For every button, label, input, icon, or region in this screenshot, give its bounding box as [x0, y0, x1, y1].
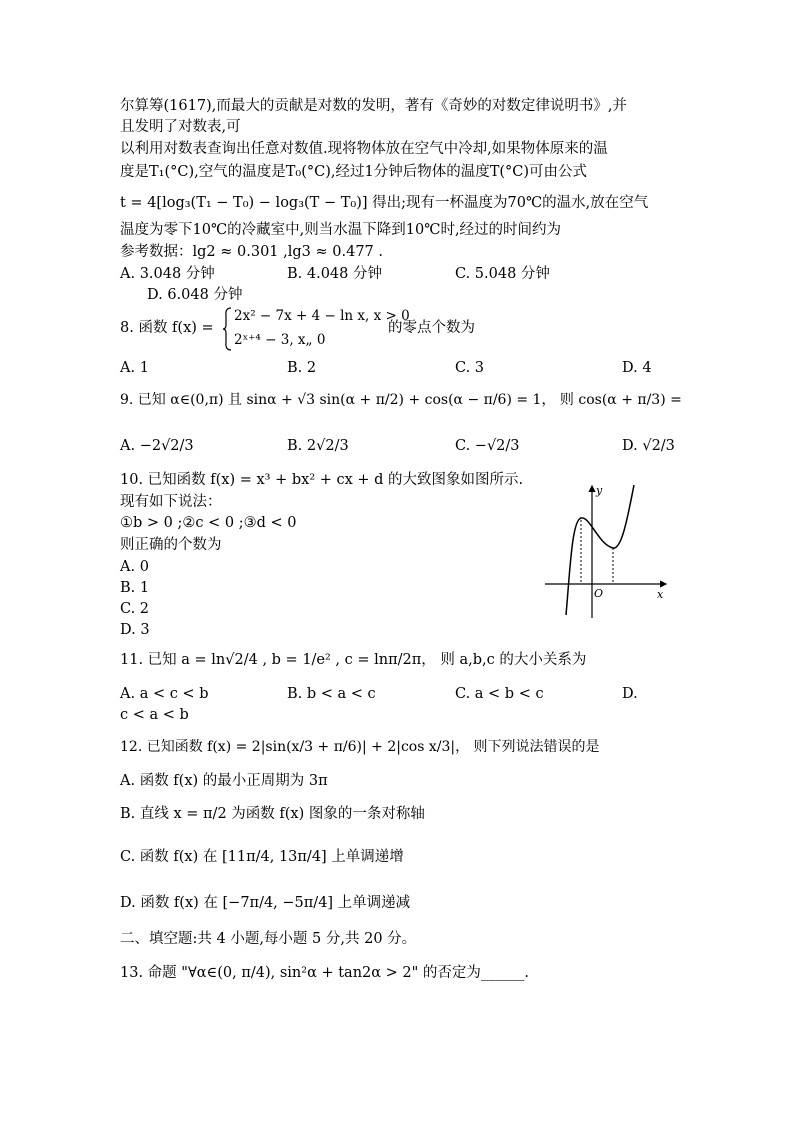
q8-stem: 8. 函数 f(x) =: [120, 320, 214, 336]
q11-stem: 11. 已知 a = ln√2/4 , b = 1/e² , c = lnπ/2π， 则 a,b,c 的大小关系为: [120, 652, 587, 668]
q12-option-d: D. 函数 f(x) 在 [−7π/4, −5π/4] 上单调递减: [120, 895, 411, 911]
x-axis-label: x: [657, 588, 664, 601]
q13-stem: 13. 命题 "∀α∈(0, π/4), sin²α + tan2α > 2" 的否定为______.: [120, 965, 530, 981]
q10-line-2: 现有如下说法：: [120, 494, 222, 510]
q10-line-4: 则正确的个数为: [120, 537, 222, 553]
intro-line-2: 且发明了对数表,可: [120, 119, 241, 135]
q11-option-c: C. a < b < c: [455, 686, 544, 702]
q10-stem: 10. 已知函数 f(x) = x³ + bx² + cx + d 的大致图象如图所示.: [120, 472, 524, 488]
option-b: B. 4.048 分钟: [287, 266, 382, 282]
q8-case-1: 2x² − 7x + 4 − ln x, x > 0: [234, 308, 410, 324]
q12-option-c: C. 函数 f(x) 在 [11π/4, 13π/4] 上单调递增: [120, 849, 404, 865]
q12-option-b: B. 直线 x = π/2 为函数 f(x) 图象的一条对称轴: [120, 806, 425, 822]
q10-function-graph: [540, 480, 670, 620]
q9-stem: 9. 已知 α∈(0,π) 且 sinα + √3 sin(α + π/2) + cos(α − π/6) = 1， 则 cos(α + π/3) =: [120, 392, 682, 408]
intro-line-4: 度是T₁(°C),空气的温度是T₀(°C),经过1分钟后物体的温度T(°C)可由公式: [120, 164, 588, 180]
intro-line-1: 尔算筹(1617),而最大的贡献是对数的发明，著有《奇妙的对数定律说明书》,并: [120, 98, 627, 114]
q10-option-c: C. 2: [120, 601, 150, 617]
q10-option-b: B. 1: [120, 580, 150, 596]
q12-option-a: A. 函数 f(x) 的最小正周期为 3π: [120, 773, 328, 789]
section-2-heading: 二、填空题:共 4 小题,每小题 5 分,共 20 分。: [120, 931, 417, 947]
reference-data: 参考数据：lg2 ≈ 0.301 ,lg3 ≈ 0.477 .: [120, 244, 383, 260]
q8-option-c: C. 3: [455, 360, 485, 376]
q10-option-d: D. 3: [120, 622, 150, 638]
q11-option-a: A. a < c < b: [120, 686, 209, 702]
intro-line-3: 以利用对数表查询出任意对数值.现将物体放在空气中冷却,如果物体原来的温: [120, 141, 608, 157]
q10-option-a: A. 0: [120, 559, 149, 575]
q9-option-a: A. −2√2/3: [120, 438, 194, 454]
q8-option-a: A. 1: [120, 360, 149, 376]
y-axis-label: y: [596, 484, 603, 497]
origin-label: O: [594, 587, 604, 600]
intro-line-6: 温度为零下10℃的冷藏室中,则当水温下降到10℃时,经过的时间约为: [120, 222, 562, 238]
q9-option-d: D. √2/3: [622, 438, 675, 454]
option-a: A. 3.048 分钟: [120, 266, 215, 282]
q11-option-d: D.: [622, 686, 638, 702]
q8-option-d: D. 4: [622, 360, 652, 376]
q11-option-d-text: c < a < b: [120, 707, 189, 723]
q8-stem-end: 的零点个数为: [388, 320, 475, 336]
q8-case-2: 2ˣ⁺⁴ − 3, x„ 0: [234, 332, 326, 348]
q9-option-c: C. −√2/3: [455, 438, 520, 454]
q8-option-b: B. 2: [287, 360, 317, 376]
option-c: C. 5.048 分钟: [455, 266, 550, 282]
q8-brace-icon: [222, 306, 232, 352]
option-d: D. 6.048 分钟: [147, 287, 243, 303]
q12-stem: 12. 已知函数 f(x) = 2|sin(x/3 + π/6)| + 2|cos x/3|， 则下列说法错误的是: [120, 739, 600, 755]
q10-statements: ①b > 0 ;②c < 0 ;③d < 0: [120, 515, 297, 531]
q9-option-b: B. 2√2/3: [287, 438, 349, 454]
intro-formula-line: t = 4[log₃(T₁ − T₀) − log₃(T − T₀)] 得出;现有一杯温度为70℃的温水,放在空气: [120, 195, 649, 211]
q11-option-b: B. b < a < c: [287, 686, 376, 702]
